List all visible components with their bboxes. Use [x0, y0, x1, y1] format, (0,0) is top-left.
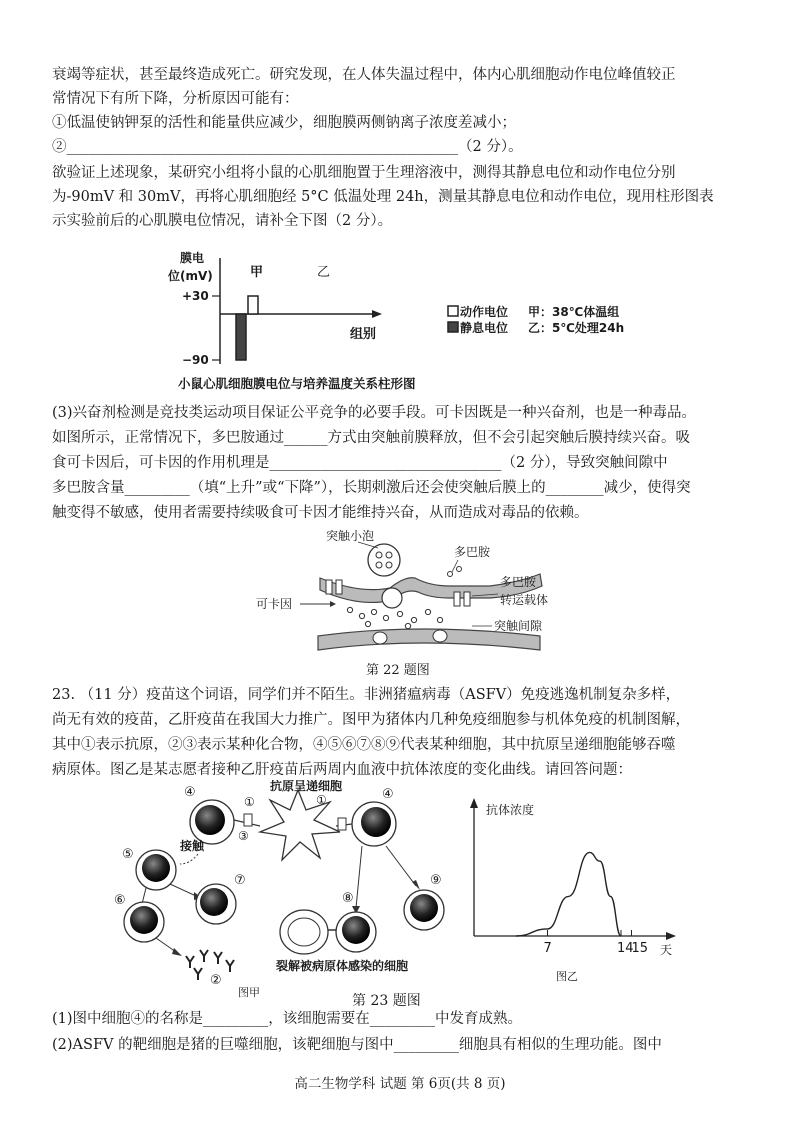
cell-5-nucleus: [142, 854, 170, 882]
receptor: [433, 630, 447, 642]
dopamine-molecule: [448, 572, 453, 577]
legend-yi-label: 乙：5℃处理24h: [528, 321, 625, 335]
transporter-label-1: 多巴胺: [500, 575, 537, 589]
bar-action-potential-jia: [248, 296, 258, 314]
arrow-6-to-antibody: [156, 938, 176, 952]
text-line: ①低温使钠钾泵的活性和能量供应减少，细胞膜两侧钠离子浓度差减小；: [52, 115, 516, 131]
receptor-complex: [338, 818, 346, 830]
legend-swatch-action: [448, 306, 458, 316]
dopamine-molecule: [405, 623, 410, 628]
x-tick-label: 7: [543, 941, 552, 956]
text-line: 多巴胺含量_________（填“上升”或“下降”），长期刺激后还会使突触后膜上的________减少，使得突: [52, 480, 691, 496]
group-jia-label: 甲: [250, 265, 264, 280]
figure-caption-23: 第 23 题图: [352, 993, 421, 1009]
receptor-complex: [244, 814, 252, 826]
question-23-line: 23. （11 分）疫苗这个词语，同学们并不陌生。非洲猪瘟病毒（ASFV）免疫逃逸机制复杂多样，: [52, 687, 681, 703]
bar-layer: [236, 296, 258, 360]
dopamine-molecule: [425, 609, 430, 614]
immune-mechanism-diagram: [110, 780, 450, 1000]
dopamine-molecule: [437, 617, 442, 622]
dopamine-molecule: [411, 617, 416, 622]
x-axis-unit: 天: [660, 943, 673, 957]
num-1-right: ①: [316, 793, 327, 807]
figure-label-yi: 图乙: [556, 970, 578, 983]
antigen-presenting-cell: [260, 790, 340, 860]
arrowhead: [412, 880, 420, 890]
bar-resting-potential-jia: [236, 314, 246, 360]
num-4-right: ④: [382, 787, 394, 802]
vesicle-content: [386, 552, 392, 558]
vesicle-content: [376, 562, 382, 568]
vesicle-content: [376, 552, 382, 558]
vesicle-content: [386, 562, 392, 568]
legend-jia-label: 甲：38℃体温组: [528, 305, 620, 319]
antibody: [226, 960, 234, 972]
antibody-curve: [516, 852, 621, 936]
text-line: 尚无有效的疫苗，乙肝疫苗在我国大力推广。图甲为猪体内几种免疫细胞参与机体免疫的机制图解，: [52, 712, 690, 728]
dopamine-molecule: [371, 609, 376, 614]
text-line: 常情况下有所下降，分析原因可能有：: [52, 91, 299, 107]
antibody-concentration-chart: [460, 786, 690, 986]
cocaine-arrowhead: [330, 601, 336, 607]
x-axis-arrow: [372, 310, 382, 318]
transporter-label-2: 转运载体: [500, 593, 549, 607]
x-tick-label: 15: [631, 941, 649, 956]
num-9: ⑨: [430, 873, 442, 888]
receptor: [373, 632, 387, 644]
x-tick-group: [544, 930, 649, 956]
contact-arrow: [180, 854, 198, 864]
dopamine-label: 多巴胺: [454, 545, 491, 559]
text-line: 病原体。图乙是某志愿者接种乙肝疫苗后两周内血液中抗体浓度的变化曲线。请回答问题：: [52, 762, 632, 778]
vesicle-label: 突触小泡: [326, 529, 375, 543]
num-7: ⑦: [234, 873, 246, 888]
cell-4-right-nucleus: [361, 807, 391, 837]
figure-caption: 第 22 题图: [366, 663, 430, 678]
synaptic-vesicle: [368, 544, 400, 576]
dopamine-molecule: [457, 567, 462, 572]
dopamine-transporter: [454, 592, 460, 606]
page-footer: 高二生物学科 试题 第 6页(共 8 页): [294, 1076, 506, 1092]
cocaine-binding-site: [336, 580, 342, 594]
num-3: ③: [238, 829, 249, 843]
num-4-left: ④: [184, 785, 196, 800]
group-yi-label: 乙: [317, 265, 331, 280]
dopamine-molecule: [347, 607, 352, 612]
y-tick-bottom: −90: [182, 353, 209, 367]
legend-rest-label: 静息电位: [460, 321, 509, 335]
y-axis-label: 抗体浓度: [486, 803, 535, 817]
arrow-to-8: [356, 846, 362, 908]
fusing-vesicle: [382, 588, 402, 608]
text-line: 欲验证上述现象，某研究小组将小鼠的心肌细胞置于生理溶液中，测得其静息电位和动作电位分别: [52, 165, 676, 181]
y-axis-arrow: [470, 798, 478, 808]
y-axis-label: 膜电: [180, 251, 205, 265]
text-line: 其中①表示抗原，②③表示某种化合物，④⑤⑥⑦⑧⑨代表某种细胞，其中抗原呈递细胞能够吞噬: [52, 737, 676, 753]
text-line: 食可卡因后，可卡因的作用机理是________________________________（2 分），导致突触间隙中: [52, 455, 668, 471]
num-6: ⑥: [114, 893, 126, 908]
dopamine-molecule: [365, 621, 370, 626]
infected-cell-inner: [288, 918, 320, 946]
cocaine-label: 可卡因: [256, 597, 293, 611]
lysis-label: 裂解被病原体感染的细胞: [276, 959, 409, 973]
chart-caption: 小鼠心肌细胞膜电位与培养温度关系柱形图: [178, 376, 416, 391]
cleft-label: 突触间隙: [494, 619, 543, 633]
antibody: [194, 968, 202, 980]
cocaine-binding-site: [326, 580, 332, 594]
num-5: ⑤: [122, 847, 134, 862]
num-1-left: ①: [244, 795, 255, 809]
dopamine-molecule: [397, 611, 402, 616]
cell-8-nucleus: [342, 916, 370, 944]
contact-label: 接触: [180, 839, 205, 853]
num-8: ⑧: [342, 891, 354, 906]
text-line: (3)兴奋剂检测是竞技类运动项目保证公平竞争的必要手段。可卡因既是一种兴奋剂，也是一种毒品。: [52, 405, 697, 421]
dopamine-molecule: [359, 613, 364, 618]
antibody: [186, 956, 194, 968]
legend-swatch-rest: [448, 322, 458, 332]
y-axis-label-unit: 位(mV): [168, 269, 213, 283]
y-tick-top: +30: [182, 289, 209, 303]
figure-label-jia: 图甲: [238, 986, 260, 999]
synapse-diagram: [240, 526, 570, 678]
text-line: 衰竭等症状，甚至最终造成死亡。研究发现，在人体失温过程中，体内心肌细胞动作电位峰值较正: [52, 67, 676, 83]
dopamine-molecule: [383, 615, 388, 620]
antibody: [214, 952, 222, 964]
dopamine-transporter: [464, 592, 470, 606]
answer-blank-line: ②______________________________________________________（2 分）。: [52, 139, 523, 155]
legend-action-label: 动作电位: [460, 305, 509, 319]
text-line: 示实验前后的心肌膜电位情况，请补全下图（2 分）。: [52, 213, 393, 229]
x-tick-label: 14: [617, 941, 634, 956]
question-23-2: (2)ASFV 的靶细胞是猪的巨噬细胞，该靶细胞与图中_________细胞具有相似的生理功能。图中: [52, 1037, 662, 1053]
cell-6-nucleus: [130, 906, 158, 934]
x-axis-arrow: [666, 932, 676, 940]
apc-label: 抗原呈递细胞: [270, 780, 343, 793]
arrow-to-9: [386, 846, 416, 886]
text-line: 触变得不敏感，使用者需要持续吸食可卡因才能维持兴奋，从而造成对毒品的依赖。: [52, 505, 589, 521]
cell-7-nucleus: [200, 888, 228, 916]
arrowhead: [172, 948, 182, 956]
antibody: [200, 950, 208, 962]
x-axis-label: 组别: [350, 327, 377, 342]
text-line: 为-90mV 和 30mV，再将心肌细胞经 5°C 低温处理 24h，测量其静息电位和动作电位，现用柱形图表: [52, 189, 714, 205]
arrow-5-to-7: [170, 884, 196, 896]
question-23-1: (1)图中细胞④的名称是_________，该细胞需要在_________中发育成熟。: [52, 1011, 523, 1027]
cell-4-left-nucleus: [195, 805, 225, 835]
num-2: ②: [210, 973, 222, 988]
membrane-potential-bar-chart: [160, 246, 640, 396]
cell-9-nucleus: [410, 894, 438, 922]
text-line: 如图所示，正常情况下，多巴胺通过______方式由突触前膜释放，但不会引起突触后膜持续兴奋。吸: [52, 430, 690, 446]
